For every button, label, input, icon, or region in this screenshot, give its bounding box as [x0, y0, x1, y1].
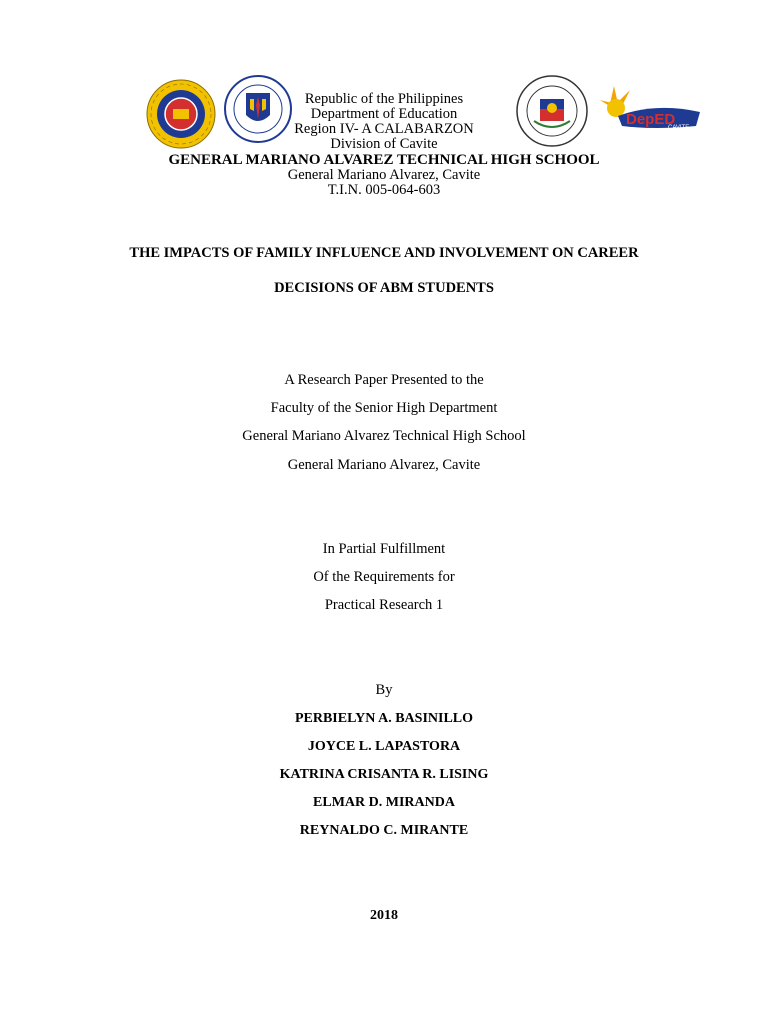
paper-title-line-1: THE IMPACTS OF FAMILY INFLUENCE AND INVOLVEMENT ON CAREER	[129, 245, 639, 261]
author-4: ELMAR D. MIRANDA	[313, 795, 455, 810]
presented-line-1: A Research Paper Presented to the	[284, 372, 484, 388]
deped-cavite-logo-subtext: CAVITE	[668, 125, 690, 131]
school-tin: T.I.N. 005-064-603	[327, 182, 441, 198]
author-2: JOYCE L. LAPASTORA	[307, 739, 461, 754]
presented-line-2: Faculty of the Senior High Department	[270, 400, 498, 416]
author-1: PERBIELYN A. BASINILLO	[294, 711, 474, 726]
letterhead	[0, 92, 768, 198]
header-line-division: Division of Cavite	[330, 136, 438, 152]
header-line-region: Region IV- A CALABARZON	[294, 121, 474, 137]
header-line-republic: Republic of the Philippines	[304, 91, 464, 107]
fulfillment-line-2: Of the Requirements for	[313, 569, 455, 585]
header-line-department: Department of Education	[310, 106, 458, 122]
school-name: GENERAL MARIANO ALVAREZ TECHNICAL HIGH SCHOOL	[168, 152, 600, 168]
author-5: REYNALDO C. MIRANTE	[299, 823, 469, 838]
by-label: By	[375, 682, 393, 698]
school-address: General Mariano Alvarez, Cavite	[287, 167, 481, 183]
paper-title-line-2: DECISIONS OF ABM STUDENTS	[274, 280, 494, 296]
presented-line-4: General Mariano Alvarez, Cavite	[287, 457, 481, 473]
presented-line-3: General Mariano Alvarez Technical High School	[242, 428, 526, 444]
fulfillment-line-3: Practical Research 1	[324, 597, 444, 613]
deped-cavite-logo-text: DepED	[626, 111, 676, 128]
year: 2018	[370, 908, 398, 923]
author-3: KATRINA CRISANTA R. LISING	[279, 767, 489, 782]
fulfillment-line-1: In Partial Fulfillment	[322, 541, 446, 557]
